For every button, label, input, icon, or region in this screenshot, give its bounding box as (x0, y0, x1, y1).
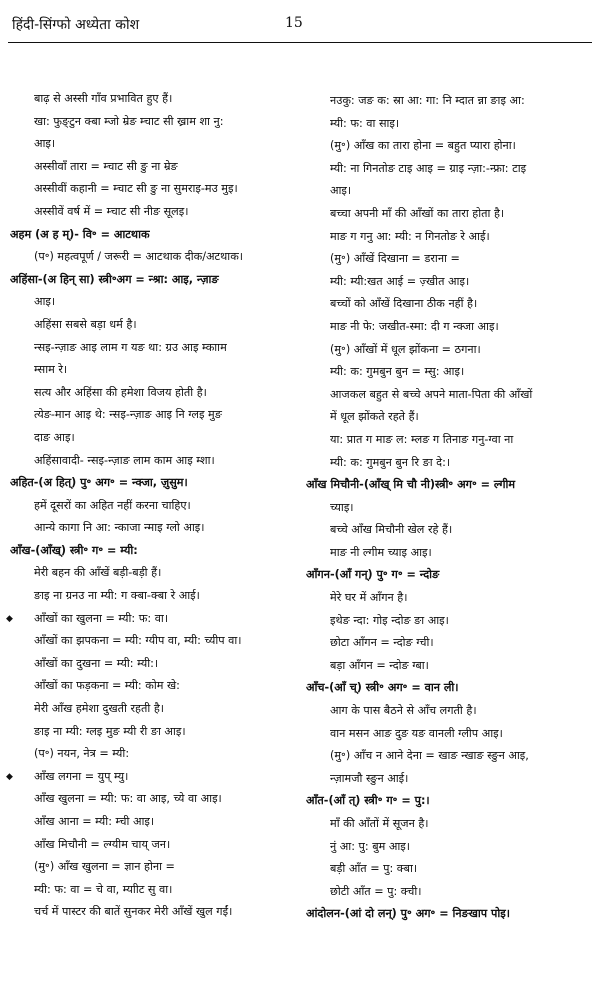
line-text: (मु॰) आँख का तारा होना = बहुत प्यारा होना। (330, 139, 516, 153)
dictionary-entry-line (6, 608, 298, 631)
line-text: आँच-(आँ च्) स्त्री॰ अग॰ = वान ली। (306, 681, 459, 695)
line-text: माँ की आँतों में सूजन है। (330, 817, 429, 830)
line-text: बड़ी आँत = पु: क्बा। (330, 862, 418, 876)
line-text: आइ। (34, 137, 56, 151)
line-text: अहिंसा-(अ हिन् सा) स्त्री॰अग = न्श्रा: आइ, न्ज़ाङ (10, 272, 219, 286)
dictionary-entry-line (306, 158, 594, 181)
line-text: हमें दूसरों का अहित नहीं करना चाहिए। (34, 498, 191, 512)
dictionary-entry-line (306, 90, 594, 113)
dictionary-entry-line (306, 113, 594, 136)
line-text: त्येङ-मान आइ थे: न्सइ-न्ज़ाङ आइ नि ग्लइ मुङ (34, 408, 222, 422)
line-text: आंदोलन-(आं दो लन्) पु॰ अग॰ = निङखाप पोइ। (306, 907, 510, 921)
line-text: आँखों का फड़कना = म्यी: कोम खे: (34, 679, 180, 693)
line-text: न्ज़ामजौ स्ङुन आई। (330, 771, 409, 785)
dictionary-entry-line (10, 743, 298, 766)
dictionary-entry-line (306, 587, 594, 610)
dictionary-entry-line (10, 359, 298, 382)
page-number: 15 (285, 15, 303, 31)
dictionary-entry-line (10, 427, 298, 450)
line-text: छोटी आँत = पु: क्ची। (330, 884, 422, 898)
line-text: च्याइ। (330, 500, 354, 514)
line-text: आन्ये कागा नि आ: न्काजा न्माइ ग्लो आइ। (34, 521, 205, 535)
dictionary-entry-line (306, 881, 594, 904)
line-text: खा: फुङ्टुन क्बा म्जो म्रेङ म्चाट सी ख्राम शा नु: (34, 114, 224, 128)
dictionary-entry-line (306, 858, 594, 881)
page-header (0, 0, 600, 50)
diamond-bullet-icon: ◆ (6, 771, 13, 782)
line-text: आँख मिचौनी-(आँख् मि चौ नी)स्त्री॰ अग॰ = ल्गीम (306, 478, 516, 492)
dictionary-entry-line (306, 813, 594, 836)
line-text: म्यी: क: गुमबुन बुन रि ङा दे:। (330, 455, 451, 469)
line-text: म्साम रे। (34, 363, 68, 377)
line-text: वान मसन आङ दुङ यङ वानली ग्लीप आइ। (330, 726, 503, 740)
dictionary-headword-line (10, 269, 298, 292)
dictionary-headword-line (10, 224, 298, 247)
dictionary-entry-line (306, 700, 594, 723)
line-text: आँख खुलना = म्यी: फ: वा आइ, च्ये वा आइ। (34, 792, 222, 806)
line-text: में धूल झोंकते रहते हैं। (330, 410, 419, 424)
dictionary-entry-line (10, 495, 298, 518)
dictionary-entry-line (306, 723, 594, 746)
dictionary-entry-line (306, 745, 594, 768)
line-text: माङ नी ल्गीम च्याइ आइ। (330, 545, 432, 559)
dictionary-entry-line (10, 133, 298, 156)
dictionary-headword-line (10, 540, 298, 563)
dictionary-entry-line (10, 788, 298, 811)
line-text: नउकु: जङ क: स्रा आ: गा: नि म्दात न्ना ङाइ आ: (330, 94, 525, 107)
line-text: आँख-(आँख्) स्त्री॰ ग॰ = म्यी: (10, 543, 138, 557)
line-text: ङाइ ना म्यी: ग्लइ मुङ म्यी री ङा आइ। (34, 724, 186, 738)
dictionary-entry-line (306, 135, 594, 158)
dictionary-entry-line (10, 291, 298, 314)
line-text: (मु॰) आँखों में धूल झोंकना = ठगना। (330, 342, 481, 356)
diamond-bullet-icon: ◆ (6, 613, 13, 624)
line-text: आँख आना = म्यी: म्ची आइ। (34, 815, 155, 828)
dictionary-entry-line (306, 361, 594, 384)
dictionary-entry-line (306, 248, 594, 271)
dictionary-entry-line (306, 542, 594, 565)
line-text: आँखों का खुलना = म्यी: फ: वा। (34, 611, 169, 625)
dictionary-entry-line (10, 314, 298, 337)
dictionary-entry-line (10, 382, 298, 405)
line-text: बड़ा आँगन = न्दोङ ग्बा। (330, 658, 429, 672)
line-text: इथेङ न्दा: गोइ न्दोङ ङा आइ। (330, 613, 449, 627)
dictionary-entry-line (10, 337, 298, 360)
dictionary-entry-line (306, 497, 594, 520)
dictionary-entry-line (10, 178, 298, 201)
dictionary-entry-line (10, 721, 298, 744)
line-text: म्यी: फ: वा = चे वा, म्याीट सु वा। (34, 882, 173, 896)
dictionary-entry-line (10, 653, 298, 676)
line-text: अहिंसा सबसे बड़ा धर्म है। (34, 317, 137, 331)
line-text: म्यी: क: गुमबुन बुन = म्सु: आइ। (330, 365, 465, 379)
dictionary-entry-line (10, 404, 298, 427)
line-text: बच्चों को आँखें दिखाना ठीक नहीं है। (330, 297, 478, 311)
dictionary-entry-line (306, 610, 594, 633)
line-text: या: प्रात ग माङ ल: म्लङ ग तिनाङ गनु-ग्वा ना (330, 432, 514, 446)
line-text: माङ ग गनु आ: म्यी: न गिनतोङ रे आई। (330, 229, 490, 243)
line-text: आँख मिचौनी = ल्ग्यीम चाय् जन। (34, 837, 171, 851)
line-text: (प॰) महत्वपूर्ण / जरूरी = आटथाक दीक/अटथाक। (34, 250, 244, 264)
dictionary-entry-line (6, 766, 298, 789)
line-text: बाढ़ से अस्सी गाँव प्रभावित हुए हैं। (34, 92, 173, 105)
line-text: आइ। (330, 184, 352, 198)
dictionary-entry-line (10, 450, 298, 473)
line-text: माङ नी फे: जखीत-स्मा: दी ग न्क्जा आइ। (330, 319, 499, 333)
line-text: (मु॰) आँख खुलना = ज्ञान होना = (34, 860, 175, 874)
dictionary-entry-line (306, 655, 594, 678)
line-text: दाङ आइ। (34, 430, 75, 444)
dictionary-entry-line (10, 517, 298, 540)
line-text: ङाइ ना ग्रनउ ना म्यी: ग क्बा-क्बा रे आई। (34, 589, 200, 603)
line-text: (मु॰) आँच न आने देना = खाङ न्खाङ स्ङुन आइ, (330, 749, 529, 763)
dictionary-headword-line (306, 677, 594, 700)
dictionary-entry-line (10, 675, 298, 698)
line-text: अहम (अ ह म्)- वि॰ = आटथाक (10, 227, 150, 241)
dictionary-headword-line (306, 903, 594, 926)
dictionary-entry-line (10, 156, 298, 179)
line-text: बच्चे आँख मिचौनी खेल रहे हैं। (330, 523, 453, 537)
line-text: अस्सीवें वर्ष में = म्चाट सी नीङ सूलइ। (34, 204, 189, 218)
dictionary-entry-line (306, 271, 594, 294)
line-text: आइ। (34, 295, 56, 309)
dictionary-entry-line (306, 203, 594, 226)
line-text: चर्च में पास्टर की बातें सुनकर मेरी आँखें खुल गईं। (34, 905, 233, 919)
dictionary-entry-line (306, 339, 594, 362)
dictionary-headword-line (306, 790, 594, 813)
line-text: नुं आ: पु: बुम आइ। (330, 839, 411, 853)
book-title: हिंदी-सिंग्फो अध्येता कोश (12, 17, 140, 33)
line-text: (मु॰) आँखें दिखाना = डराना = (330, 252, 460, 266)
line-text: आग के पास बैठने से आँच लगती है। (330, 704, 477, 718)
line-text: आँख लगना = युप् म्यु। (34, 769, 129, 783)
dictionary-entry-line (306, 836, 594, 859)
line-text: (प॰) नयन, नेत्र = म्यी: (34, 747, 130, 761)
dictionary-entry-line (10, 901, 298, 924)
dictionary-entry-line (10, 585, 298, 608)
dictionary-entry-line (10, 811, 298, 834)
dictionary-entry-line (306, 452, 594, 475)
dictionary-entry-line (306, 316, 594, 339)
header-rule (8, 42, 592, 43)
dictionary-headword-line (306, 474, 594, 497)
dictionary-entry-line (306, 406, 594, 429)
line-text: आँत-(आँ त्) स्त्री॰ ग॰ = पु:। (306, 794, 430, 808)
dictionary-entry-line (10, 562, 298, 585)
dictionary-entry-line (10, 201, 298, 224)
dictionary-entry-line (10, 856, 298, 879)
line-text: आजकल बहुत से बच्चे अपने माता-पिता की आँखों (330, 387, 533, 401)
dictionary-entry-line (10, 88, 298, 111)
dictionary-entry-line (10, 630, 298, 653)
line-text: आँगन-(आँ गन्) पु॰ ग॰ = न्दोङ (306, 568, 440, 582)
line-text: अहित-(अ हित्) पु॰ अग॰ = न्क्जा, ज़ुसुम। (10, 476, 188, 490)
line-text: न्सइ-न्ज़ाङ आइ लाम ग यङ था: ग्रउ आइ म्कााम (34, 340, 227, 354)
line-text: आँखों का झपकना = म्यी: ग्यीप वा, म्यी: च्यीप वा। (34, 634, 242, 648)
line-text: म्यी: म्यी:खत आई = ज़्खीत आइ। (330, 274, 470, 288)
dictionary-entry-line (10, 698, 298, 721)
line-text: छोटा आँगन = न्दोङ ग्ची। (330, 636, 434, 650)
line-text: मेरे घर में आँगन है। (330, 591, 408, 605)
dictionary-entry-line (306, 293, 594, 316)
dictionary-headword-line (306, 564, 594, 587)
dictionary-entry-line (10, 246, 298, 269)
line-text: अस्सीवीं कहानी = म्चाट सी ङु ना सुमराइ-मउ मुइ। (34, 182, 238, 196)
line-text: मेरी बहन की आँखें बड़ी-बड़ी हैं। (34, 566, 162, 580)
line-text: बच्चा अपनी माँ की आँखों का तारा होता है। (330, 206, 505, 220)
line-text: अस्सीवाँ तारा = म्चाट सी ङु ना म्रेङ (34, 159, 178, 173)
left-column (6, 88, 298, 924)
dictionary-entry-line (306, 632, 594, 655)
dictionary-entry-line (306, 429, 594, 452)
dictionary-headword-line (10, 472, 298, 495)
dictionary-entry-line (306, 180, 594, 203)
dictionary-entry-line (306, 384, 594, 407)
dictionary-entry-line (10, 879, 298, 902)
dictionary-entry-line (306, 768, 594, 791)
dictionary-entry-line (306, 519, 594, 542)
line-text: आँखों का दुखना = म्यी: म्यी:। (34, 656, 159, 670)
line-text: म्यी: ना गिनतोङ टाइ आइ = ग्राइ न्ज़ा:-न्फ्रा: टाइ (330, 161, 527, 175)
dictionary-entry-line (10, 111, 298, 134)
line-text: मेरी आँख हमेशा दुखती रहती है। (34, 702, 165, 716)
line-text: सत्य और अहिंसा की हमेशा विजय होती है। (34, 385, 207, 399)
line-text: म्यी: फ: वा साइ। (330, 116, 400, 130)
right-column (306, 90, 594, 926)
dictionary-entry-line (306, 226, 594, 249)
line-text: अहिंसावादी- न्सइ-न्ज़ाङ लाम काम आइ म्शा। (34, 453, 215, 467)
dictionary-entry-line (10, 834, 298, 857)
